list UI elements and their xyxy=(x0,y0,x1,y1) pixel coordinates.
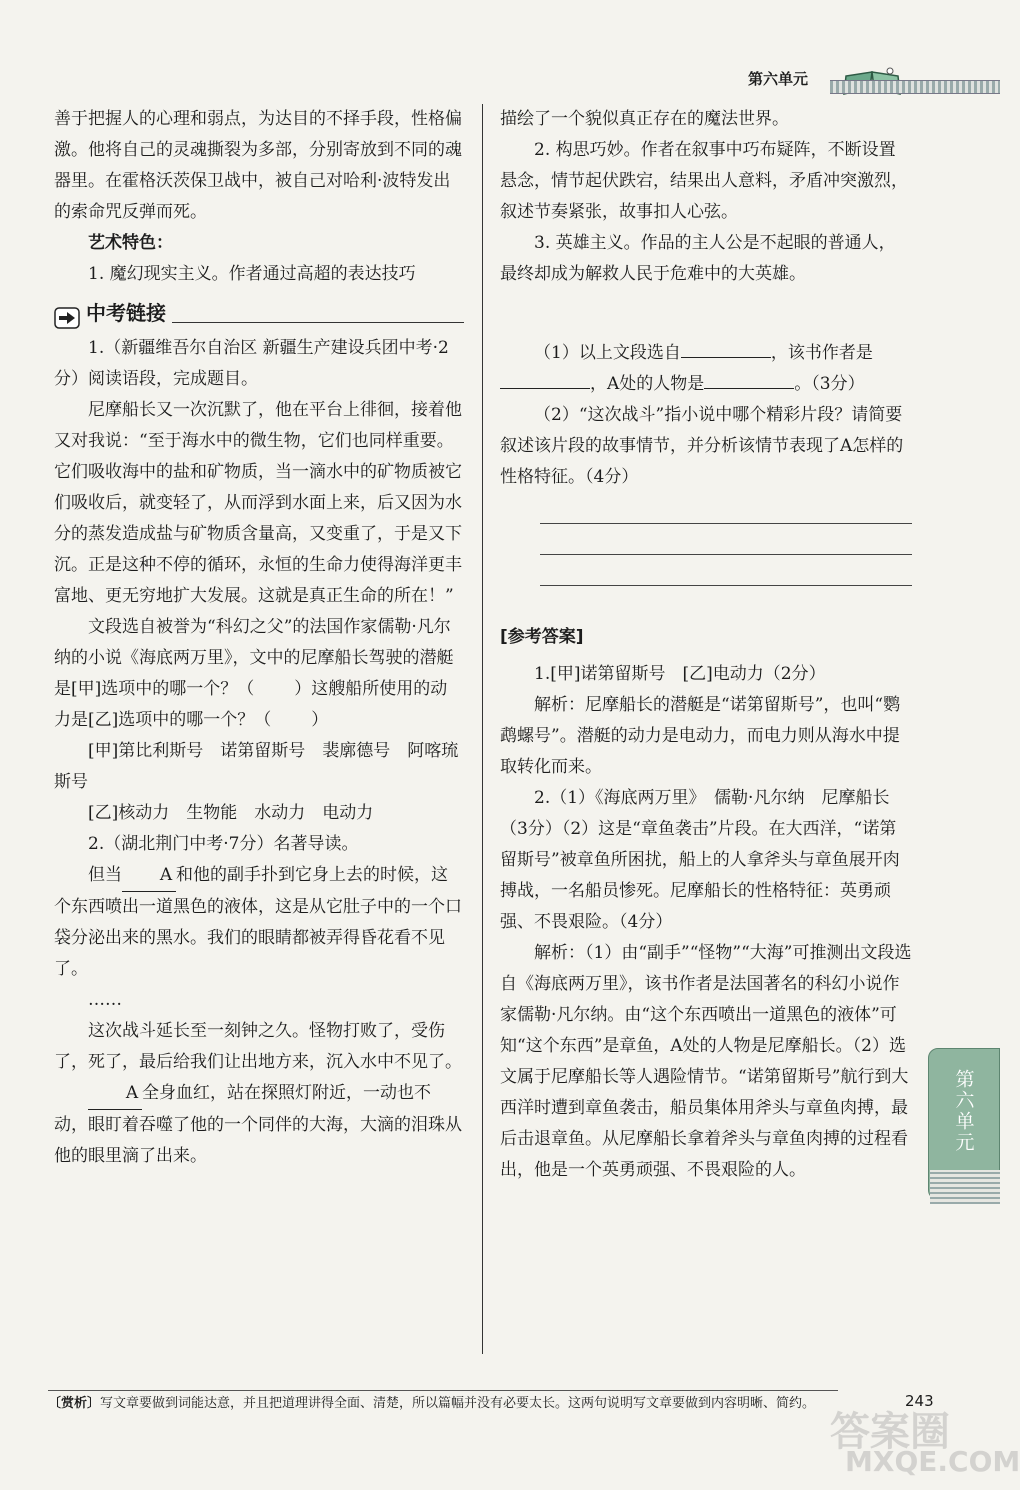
answer-line[interactable] xyxy=(540,585,912,586)
section-rule xyxy=(172,322,464,323)
character-description: 善于把握人的心理和弱点，为达目的不择手段，性格偏激。他将自己的灵魂撕裂为多部，分别寄放到不同的魂器里。在霍格沃茨保卫战中，被自己对哈利·波特发出的索命咒反弹而死。 xyxy=(54,109,462,222)
passage-text: 但当 xyxy=(88,865,122,885)
blank-a: A xyxy=(88,1078,142,1110)
art-feature-3: 3. 英雄主义。作品的主人公是不起眼的普通人，最终却成为解救人民于危难中的大英雄。 xyxy=(500,233,896,284)
header-stripes xyxy=(830,80,1000,94)
column-divider xyxy=(482,104,483,1354)
passage-text: 和他的副手扑到它身上去的时候，这个东西喷出一道黑色的液体，这是从它肚子中的一个口袋分泌出来的黑水。我们的眼睛都被弄得昏花看不见了。 xyxy=(54,865,462,979)
art-feature-1: 1. 魔幻现实主义。作者通过高超的表达技巧 xyxy=(88,264,416,284)
blank-a: A xyxy=(122,860,176,892)
footnote-tag: 〔赏析〕 xyxy=(48,1396,101,1411)
question-2-1 xyxy=(500,338,912,400)
footnote-text: 写文章要做到词能达意，并且把道理讲得全面、清楚，所以篇幅并没有必要太长。这两句说明写文章要做到内容明晰、简约。 xyxy=(100,1396,816,1411)
answer-paren-open: （ xyxy=(237,679,255,699)
side-tab-label: 第六单元 xyxy=(952,1069,975,1153)
answer-blank-character[interactable] xyxy=(704,388,794,389)
answer-paren-close: ） xyxy=(294,679,312,699)
art-feature-1-cont: 描绘了一个貌似真正存在的魔法世界。 xyxy=(500,109,789,129)
question-1-part-b: 这艘船所使用的动力是[乙]选项中的哪一个？ xyxy=(54,679,448,730)
question-1-text xyxy=(54,612,464,736)
answer-blank-book[interactable] xyxy=(681,357,771,358)
answer-blank-author[interactable] xyxy=(500,388,590,389)
watermark-url: MXQE.COM xyxy=(845,1445,1020,1478)
answer-1-explanation: 解析：尼摩船长的潜艇是“诺第留斯号”，也叫“鹦鹉螺号”。潜艇的动力是电动力，而电力则从海水中提取转化而来。 xyxy=(500,695,901,777)
answer-2: 2.（1）《海底两万里》 儒勒·凡尔纳 尼摩船长（3分）（2）这是“章鱼袭击”片段。在大西洋，“诺第留斯号”被章鱼所困扰，船上的人拿斧头与章鱼展开肉搏战，一名船员惨死。尼摩船长的性格特征：英勇顽强、不畏艰险。（4分） xyxy=(500,788,900,932)
question-text: ，A处的人物是 xyxy=(590,374,705,394)
answer-paren-open: （ xyxy=(254,710,272,730)
watermark-logo: 答案圈 xyxy=(830,1409,950,1455)
question-text: （1）以上文段选自 xyxy=(534,343,681,363)
left-column xyxy=(54,104,464,1172)
passage-text: 全身血红，站在探照灯附近，一动也不动，眼盯着吞噬了他的一个同伴的大海，大滴的泪珠从他的眼里滴了出来。 xyxy=(54,1083,462,1166)
page-number: 243 xyxy=(905,1392,934,1410)
question-text: ，该书作者是 xyxy=(770,343,873,363)
section-header xyxy=(54,298,464,329)
question-2-passage-3 xyxy=(54,1078,464,1172)
answer-2-explanation: 解析：（1）由“副手”“怪物”“大海”可推测出文段选自《海底两万里》，该书作者是法国著名的科幻小说作家儒勒·凡尔纳。由“这个东西喷出一道黑色的液体”可知“这个东西”是章鱼，A处的人物是尼摩船长。（2）选文属于尼摩船长等人遇险情节。“诺第留斯号”航行到大西洋时遭到章鱼袭击，船员集体用斧头与章鱼肉搏，最后击退章鱼。从尼摩船长拿着斧头与章鱼肉搏的过程看出，他是一个英勇顽强、不畏艰险的人。 xyxy=(500,943,912,1180)
question-1-passage: 尼摩船长又一次沉默了，他在平台上徘徊，接着他又对我说：“至于海水中的微生物，它们也同样重要。它们吸收海中的盐和矿物质，当一滴水中的矿物质被它们吸收后，就变轻了，从而浮到水面上来，后又因为水分的蒸发造成盐与矿物质含量高，又变重了，于是又下沉。正是这种不停的循环，永恒的生命力使得海洋更丰富地、更无穷地扩大发展。这就是真正生命的所在！” xyxy=(54,400,462,606)
arrow-icon xyxy=(54,307,80,329)
question-1-intro: 1.（新疆维吾尔自治区 新疆生产建设兵团中考·2分）阅读语段，完成题目。 xyxy=(54,338,449,389)
question-text: 。（3分） xyxy=(794,374,865,394)
question-2-2: （2）“这次战斗”指小说中哪个精彩片段？请简要叙述该片段的故事情节，并分析该情节表现了A怎样的性格特征。（4分） xyxy=(500,405,904,487)
question-1-options-yi: [乙]核动力 生物能 水动力 电动力 xyxy=(88,803,374,823)
side-tab-stripes xyxy=(930,1170,1000,1204)
answer-line[interactable] xyxy=(540,523,912,524)
ellipsis: …… xyxy=(88,990,122,1010)
answer-line[interactable] xyxy=(540,554,912,555)
footnote xyxy=(48,1390,838,1415)
answer-paren-close: ） xyxy=(311,710,329,730)
question-1-options-jia: [甲]第比利斯号 诺第留斯号 裴廓德号 阿喀琉斯号 xyxy=(54,741,459,792)
question-2-passage-2: 这次战斗延长至一刻钟之久。怪物打败了，受伤了，死了，最后给我们让出地方来，沉入水中不见了。 xyxy=(54,1021,462,1072)
unit-header xyxy=(740,70,1000,98)
section-title: 中考链接 xyxy=(86,301,166,325)
art-feature-2: 2. 构思巧妙。作者在叙事中巧布疑阵，不断设置悬念，情节起伏跌宕，结果出人意料，矛盾冲突激烈，叙述节奏紧张，故事扣人心弦。 xyxy=(500,140,908,222)
unit-title: 第六单元 xyxy=(748,70,809,88)
answer-section-title: [参考答案] xyxy=(500,627,584,647)
right-column xyxy=(500,104,912,1186)
question-2-intro: 2.（湖北荆门中考·7分）名著导读。 xyxy=(88,834,359,854)
question-2-passage-1 xyxy=(54,860,464,985)
answer-1: 1.[甲]诺第留斯号 [乙]电动力（2分） xyxy=(534,664,826,684)
spacer xyxy=(500,290,912,338)
question-1-part-a: 文段选自被誉为“科幻之父”的法国作家儒勒·凡尔纳的小说《海底两万里》，文中的尼摩船长驾驶的潜艇是[甲]选项中的哪一个？ xyxy=(54,617,454,699)
art-features-title: 艺术特色： xyxy=(88,233,173,253)
